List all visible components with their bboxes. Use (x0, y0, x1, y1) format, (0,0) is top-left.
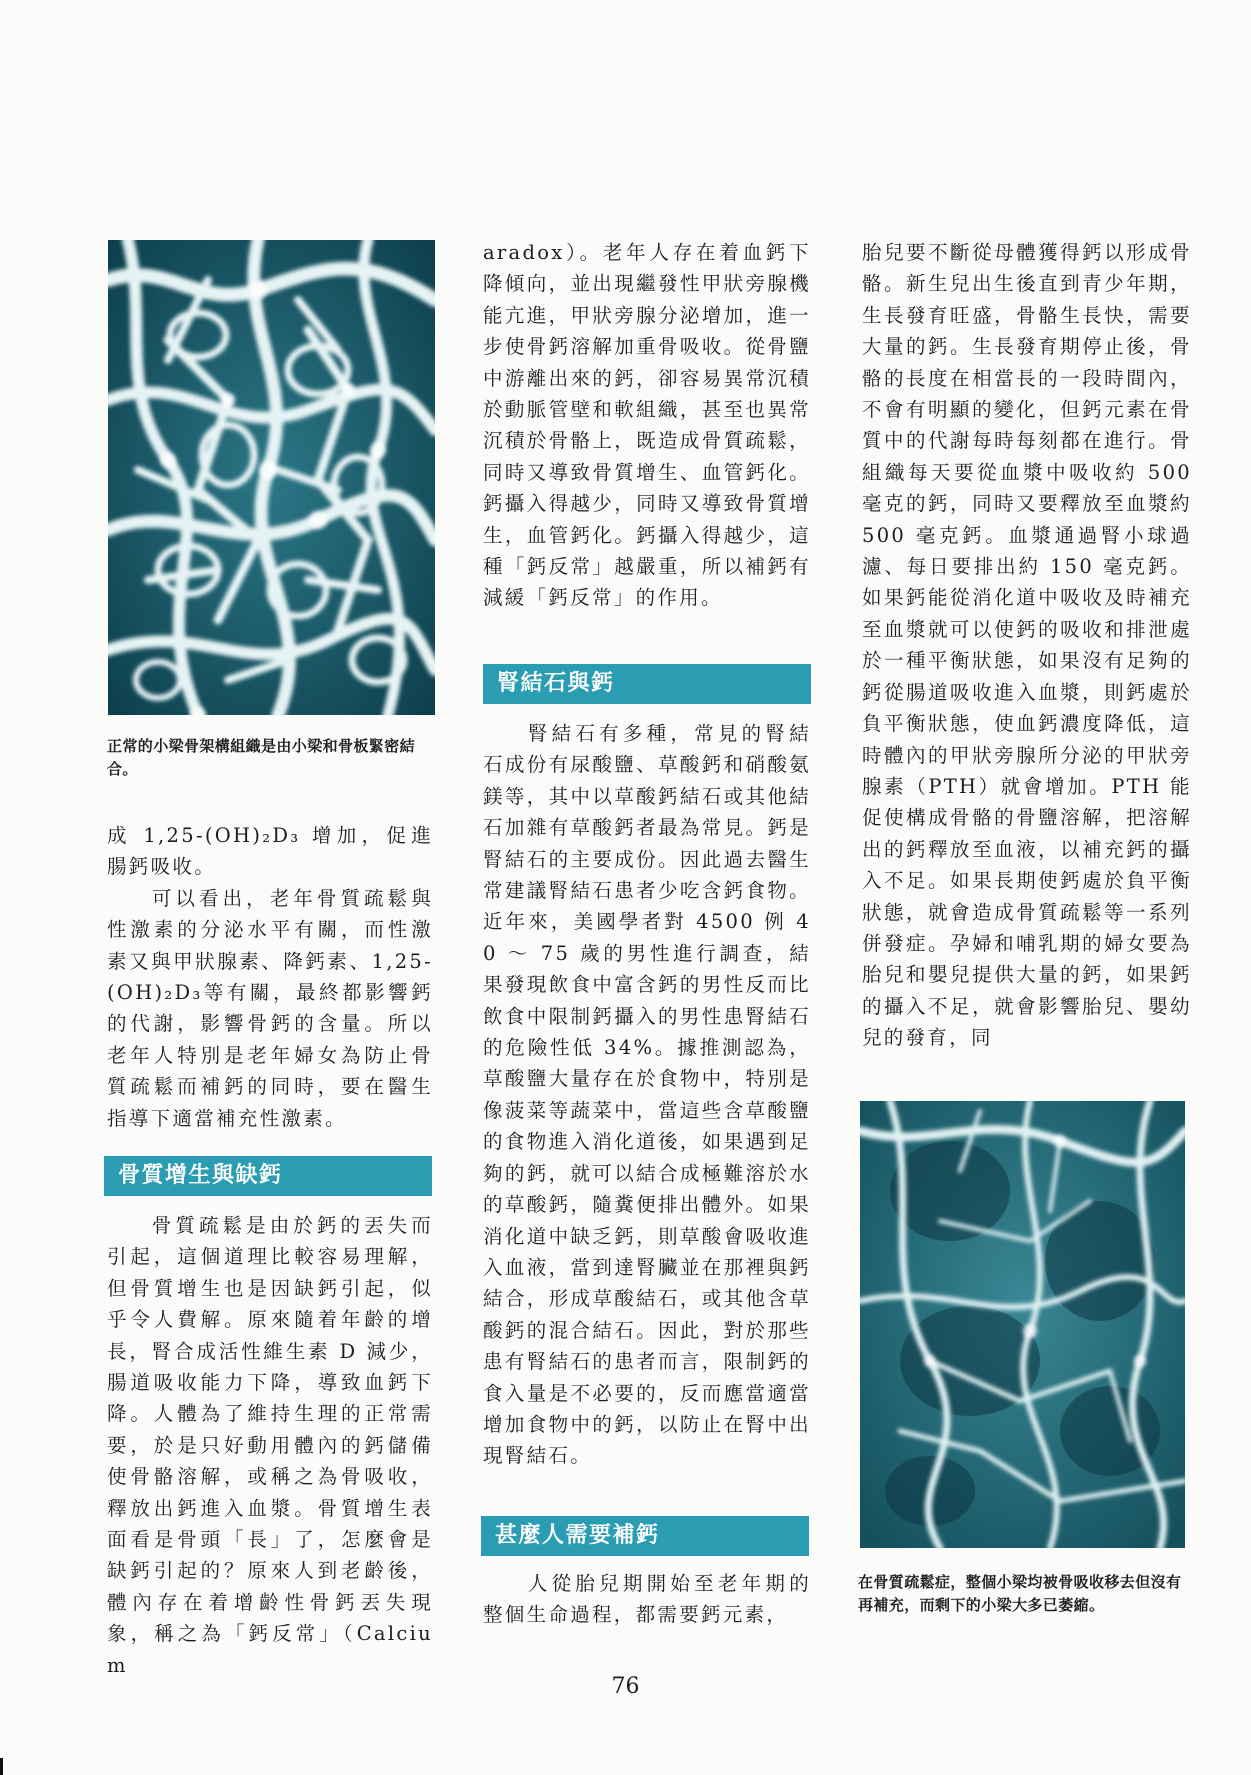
left-paragraph-2: 可以看出，老年骨質疏鬆與性激素的分泌水平有關，而性激素又與甲狀腺素、降鈣素、1,25-(OH)₂D₃等有關，最終都影響鈣的代謝，影響骨鈣的含量。所以老年人特別是老年婦女為防止骨質疏鬆而補鈣的同時，要在醫生指導下適當補充性激素。 (107, 886, 433, 1130)
page-number: 76 (611, 1674, 640, 1699)
right-paragraph-1: 胎兒要不斷從母體獲得鈣以形成骨骼。新生兒出生後直到青少年期，生長發育旺盛，骨骼生長快，需要大量的鈣。生長發育期停止後，骨骼的長度在相當長的一段時間內，不會有明顯的變化，但鈣元素在骨質中的代謝每時每刻都在進行。骨組織每天要從血漿中吸收約 500 毫克的鈣，同時又要釋放至血漿約 500 毫克鈣。血漿通過腎小球過濾、每日要排出約 150 毫克鈣。如果鈣能從消化道中吸收及時補充至血漿就可以使鈣的吸收和排泄處於一種平衡狀態，如果沒有足夠的鈣從腸道吸收進入血漿，則鈣處於負平衡狀態，使血鈣濃度降低，這時體內的甲狀旁腺所分泌的甲狀旁腺素（PTH）就會增加。PTH 能促使構成骨骼的骨鹽溶解，把溶解出的鈣釋放至血液，以補充鈣的攝入不足。如果長期使鈣處於負平衡狀態，就會造成骨質疏鬆等一系列併發症。孕婦和哺乳期的婦女要為胎兒和嬰兒提供大量的鈣，如果鈣的攝入不足，就會影響胎兒、嬰幼兒的發育，同 (862, 241, 1192, 1050)
trabecular-bone-photo-osteoporosis (860, 1101, 1185, 1548)
section-heading-bone-hyperplasia: 骨質增生與缺鈣 (104, 1156, 432, 1196)
section-heading-kidney-stones: 腎結石與鈣 (483, 664, 811, 704)
section-heading-who-needs-calcium: 甚麼人需要補鈣 (481, 1516, 809, 1556)
middle-paragraph-2: 腎結石有多種，常見的腎結石成份有尿酸鹽、草酸鈣和硝酸氨鎂等，其中以草酸鈣結石或其他結石加雜有草酸鈣者最為常見。鈣是腎結石的主要成份。因此過去醫生常建議腎結石患者少吃含鈣食物。近年來，美國學者對 4500 例 40 ～ 75 歲的男性進行調查，結果發現飲食中富含鈣的男性反而比飲食中限制鈣攝入的男性患腎結石的危險性低 34%。據推測認為，草酸鹽大量存在於食物中，特別是像菠菜等蔬菜中，當這些含草酸鹽的食物進入消化道後，如果遇到足夠的鈣，就可以結合成極難溶於水的草酸鈣，隨糞便排出體外。如果消化道中缺乏鈣，則草酸會吸收進入血液，當到達腎臟並在那裡與鈣結合，形成草酸結石，或其他含草酸鈣的混合結石。因此，對於那些患有腎結石的患者而言，限制鈣的食入量是不必要的，反而應當適當增加食物中的鈣，以防止在腎中出現腎結石。 (483, 722, 811, 1468)
scan-edge-mark (0, 1758, 3, 1775)
trabecular-bone-photo-normal (108, 240, 435, 715)
figure-caption-osteoporosis: 在骨質疏鬆症，整個小梁均被骨吸收移去但沒有再補充，而剩下的小梁大多已萎縮。 (858, 1573, 1182, 1614)
middle-paragraph-1: aradox）。老年人存在着血鈣下降傾向，並出現繼發性甲狀旁腺機能亢進，甲狀旁腺分泌增加，進一步使骨鈣溶解加重骨吸收。從骨鹽中游離出來的鈣，卻容易異常沉積於動脈管壁和軟組織，甚至也異常沉積於骨骼上，既造成骨質疏鬆，同時又導致骨質增生、血管鈣化。鈣攝入得越少，同時又導致骨質增生，血管鈣化。鈣攝入得越少，這種「鈣反常」越嚴重，所以補鈣有減緩「鈣反常」的作用。 (483, 241, 811, 610)
figure-caption-normal-bone: 正常的小梁骨架構組織是由小梁和骨板緊密結合。 (107, 737, 416, 778)
left-paragraph-1: 成 1,25-(OH)₂D₃ 增加，促進腸鈣吸收。 (107, 824, 433, 879)
left-paragraph-3: 骨質疏鬆是由於鈣的丟失而引起，這個道理比較容易理解，但骨質增生也是因缺鈣引起，似乎令人費解。原來隨着年齡的增長，腎合成活性維生素 D 減少，腸道吸收能力下降，導致血鈣下降。人體為了維持生理的正常需要，於是只好動用體內的鈣儲備使骨骼溶解，或稱之為骨吸收，釋放出鈣進入血漿。骨質增生表面看是骨頭「長」了，怎麼會是缺鈣引起的？原來人到老齡後，體內存在着增齡性骨鈣丟失現象，稱之為「鈣反常」（Calcium (107, 1214, 433, 1677)
middle-paragraph-3: 人從胎兒期開始至老年期的整個生命過程，都需要鈣元素， (483, 1572, 811, 1627)
